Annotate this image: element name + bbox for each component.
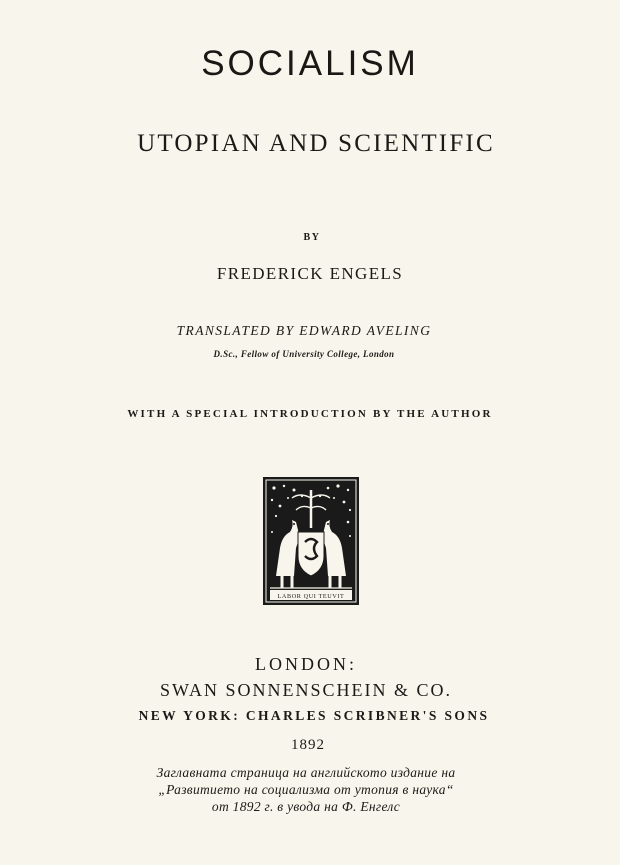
translator-line: TRANSLATED BY EDWARD AVELING [176, 323, 432, 338]
imprint-year: 1892 [291, 737, 325, 753]
author-name: FREDERICK ENGELS [216, 264, 404, 283]
caption-line-1: Заглавната страница на английското издание на [156, 765, 456, 780]
imprint-new-york: NEW YORK: CHARLES SCRIBNER'S SONS [138, 708, 490, 723]
caption-line-2: „Развитието на социализма от утопия в наука“ [158, 782, 454, 797]
publisher-device-emblem-icon [262, 476, 360, 606]
emblem-motto: LABOR QUI TEUVIT [277, 593, 345, 600]
imprint-place: LONDON: [255, 654, 357, 674]
by-label: BY [303, 232, 321, 243]
imprint-publisher: SWAN SONNENSCHEIN & CO. [159, 680, 452, 700]
book-subtitle: UTOPIAN AND SCIENTIFIC [137, 130, 495, 157]
translator-credentials: D.Sc., Fellow of University College, London [213, 349, 395, 359]
introduction-note: WITH A SPECIAL INTRODUCTION BY THE AUTHOR [127, 408, 493, 420]
book-title: SOCIALISM [201, 44, 419, 83]
caption-line-3: от 1892 г. в увода на Ф. Енгелс [211, 799, 401, 814]
